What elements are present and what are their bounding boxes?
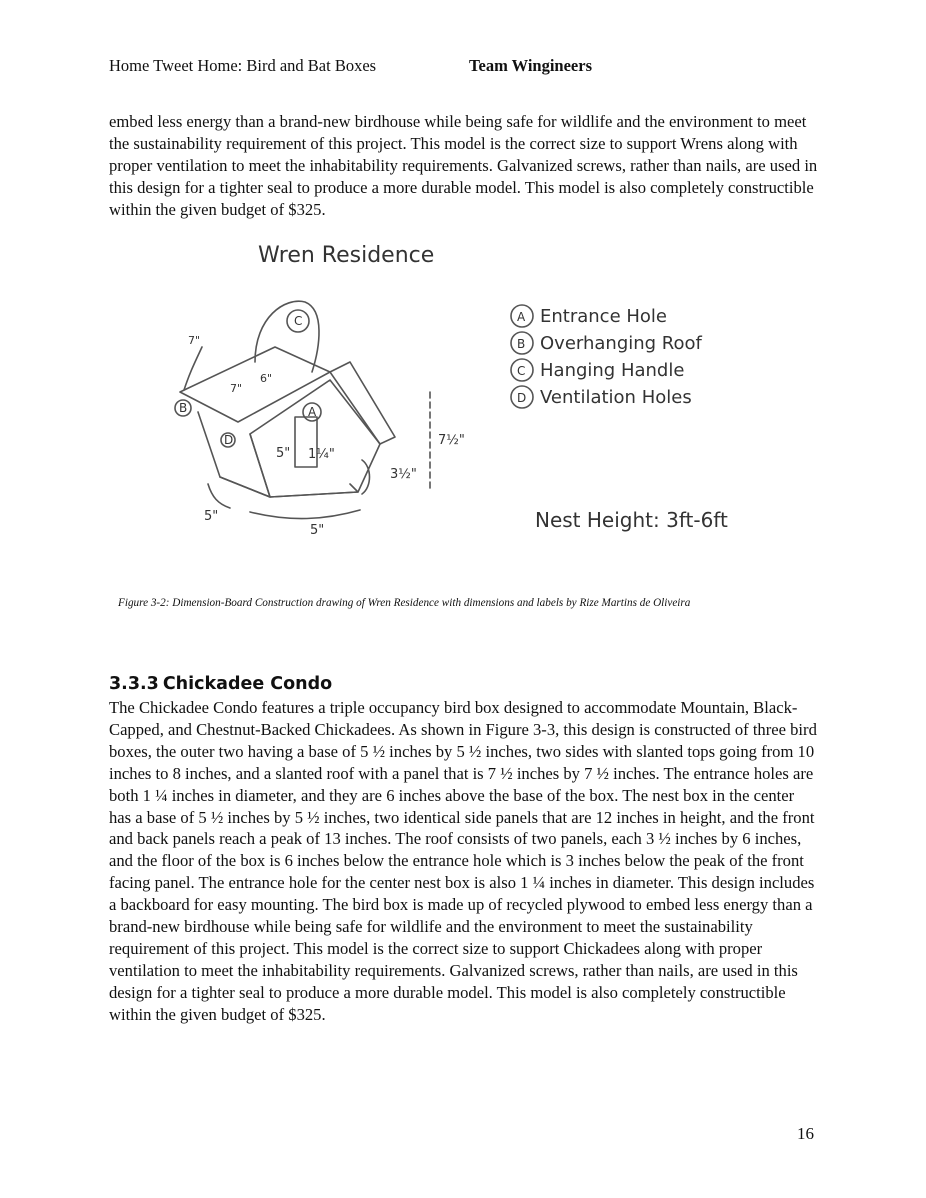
body-paragraph-1: embed less energy than a brand-new birdhouse while being safe for wildlife and the environment to meet the sustainability requirement of this project. This model is the correct size to support Wrens along with proper ventilation to meet the inhabitability requirements. Galvanized screws, rather than nails, are used in this design for a tighter seal to produce a more durable model. This model is also completely constructible within the given budget of $325. (109, 112, 818, 219)
legend-letter-b: B (517, 337, 526, 351)
dim-total-height: 7½" (438, 433, 465, 448)
page-number: 16 (797, 1124, 814, 1143)
label-c: C (294, 314, 303, 328)
section-title: Chickadee Condo (162, 674, 333, 694)
roof-right-panel (330, 362, 395, 444)
legend-text-d: Ventilation Holes (540, 387, 692, 408)
label-a: A (308, 405, 317, 419)
dim-front-height: 5" (276, 446, 291, 461)
nest-height-note: Nest Height: 3ft-6ft (535, 508, 728, 532)
dim-base-left: 5" (204, 509, 219, 524)
base-panel (220, 477, 358, 497)
running-header-team: Team Wingineers (469, 56, 593, 75)
figure-caption: Figure 3-2: Dimension-Board Construction drawing of Wren Residence with dimensions and labels by Rize Martins de Oliveira (118, 597, 691, 609)
sketch-title: Wren Residence (258, 243, 435, 268)
label-d: D (224, 433, 234, 447)
legend-text-b: Overhanging Roof (540, 333, 702, 354)
section-heading (109, 674, 332, 694)
section-number: 3.3.3 (109, 674, 159, 694)
dim-base-bottom: 5" (310, 523, 325, 538)
legend-text-a: Entrance Hole (540, 306, 667, 327)
running-header-title: Home Tweet Home: Bird and Bat Boxes (109, 56, 377, 75)
wren-residence-sketch (150, 222, 816, 592)
label-b: B (179, 401, 188, 415)
dim-roof-top-b: 6" (260, 372, 273, 385)
front-panel (250, 380, 380, 497)
legend-letter-d: D (517, 391, 527, 405)
body-paragraph-2: The Chickadee Condo features a triple occupancy bird box designed to accommodate Mountain, Black-Capped, and Chestnut-Backed Chickadees. As shown in Figure 3-3, this design is constructed of three bird boxes, the outer two having a base of 5 ½ inches by 5 ½ inches, two sides with slanted tops going from 10 inches to 8 inches, and a slanted roof with a panel that is 7 ½ inches by 7 ½ inches. The entrance holes are both 1 ¼ inches in diameter, and they are 6 inches above the base of the box. The nest box in the center has a base of 5 ½ inches by 5 ½ inches, two identical side panels that are 12 inches in height, and the front and back panels reach a peak of 13 inches. The roof consists of two panels, each 3 ½ inches by 6 inches, and the floor of the box is 6 inches below the entrance hole which is 3 inches below the peak of the front facing panel. The entrance hole for the center nest box is also 1 ¼ inches in diameter. This design includes a backboard for easy mounting. The bird box is made up of recycled plywood to embed less energy than a brand-new birdhouse while being safe for wildlife and the environment to meet the sustainability requirement of this project. This model is the correct size to support Chickadees along with proper ventilation to meet the inhabitability requirements. Galvanized screws, rather than nails, are used in this design for a tighter seal to produce a more durable model. This model is also completely constructible within the given budget of $325. (109, 698, 817, 1024)
dim-hole: 1¼" (308, 447, 335, 462)
dim-roof-side: 7" (188, 334, 201, 347)
dim-base-height: 3½" (390, 467, 417, 482)
dim-roof-top-a: 7" (230, 382, 243, 395)
legend-letter-c: C (517, 364, 526, 378)
legend-text-c: Hanging Handle (540, 360, 685, 381)
hanging-handle (255, 301, 319, 372)
legend-letter-a: A (517, 310, 526, 324)
